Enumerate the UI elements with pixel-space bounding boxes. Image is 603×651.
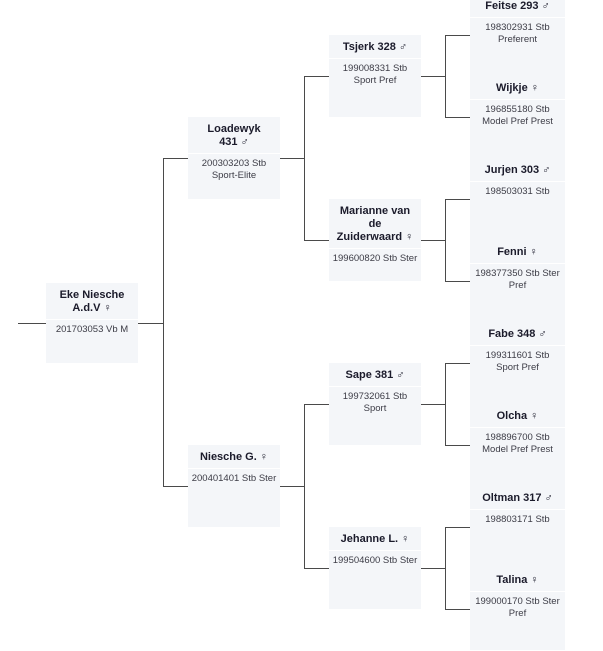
- node-registration: 199600820 Stb Ster: [332, 253, 418, 264]
- connector-line: [421, 568, 445, 569]
- node-name: Oltman 317 ♂: [482, 492, 553, 504]
- node-name: Wijkje ♀: [496, 82, 539, 94]
- node-registration: 196855180 Stb Model Pref Prest: [482, 104, 553, 127]
- connector-line: [445, 527, 446, 609]
- connector-line: [445, 363, 470, 364]
- node-registration: 198377350 Stb Ster Pref: [475, 268, 560, 291]
- connector-line: [163, 158, 188, 159]
- node-name: Marianne van de Zuiderwaard ♀: [336, 205, 414, 243]
- connector-line: [445, 281, 470, 282]
- node-name: Fenni ♀: [497, 246, 538, 258]
- connector-line: [304, 404, 329, 405]
- male-symbol-icon: ♂: [398, 41, 408, 53]
- female-symbol-icon: ♀: [530, 82, 539, 94]
- connector-line: [445, 527, 470, 528]
- node-name: Fabe 348 ♂: [488, 328, 547, 340]
- node-name: Tsjerk 328 ♂: [342, 41, 408, 53]
- connector-line: [163, 486, 188, 487]
- pedigree-node[interactable]: [470, 76, 565, 158]
- male-symbol-icon: ♂: [542, 164, 551, 176]
- pedigree-node[interactable]: [470, 240, 565, 322]
- connector-line: [445, 445, 470, 446]
- node-registration: 201703053 Vb M: [55, 324, 129, 335]
- node-registration: 198503031 Stb: [485, 186, 550, 197]
- node-name: Loadewyk 431 ♂: [207, 123, 261, 148]
- node-name: Jurjen 303 ♂: [484, 164, 551, 176]
- female-symbol-icon: ♀: [401, 533, 410, 545]
- connector-line: [163, 158, 164, 487]
- node-registration: 199732061 Stb Sport: [342, 391, 408, 414]
- connector-line: [445, 609, 470, 610]
- node-registration: 200401401 Stb Ster: [191, 473, 277, 484]
- pedigree-node[interactable]: [188, 445, 280, 527]
- male-symbol-icon: ♂: [538, 328, 547, 340]
- node-registration: 199311601 Stb Sport Pref: [485, 350, 550, 373]
- node-registration: 199008331 Stb Sport Pref: [342, 63, 408, 86]
- pedigree-node[interactable]: [46, 283, 138, 363]
- female-symbol-icon: ♀: [530, 410, 539, 422]
- connector-line: [445, 35, 446, 117]
- pedigree-node[interactable]: [329, 199, 421, 281]
- pedigree-node[interactable]: [329, 363, 421, 445]
- connector-line: [280, 158, 304, 159]
- connector-line: [445, 117, 470, 118]
- node-name: Eke Niesche A.d.V ♀: [59, 289, 125, 314]
- node-registration: 198302931 Stb Preferent: [485, 22, 550, 45]
- node-registration: 199000170 Stb Ster Pref: [475, 596, 560, 619]
- connector-line: [304, 568, 329, 569]
- connector-line: [421, 76, 445, 77]
- node-name: Niesche G. ♀: [199, 451, 269, 463]
- pedigree-node[interactable]: [470, 158, 565, 240]
- connector-line: [280, 486, 304, 487]
- connector-line: [421, 240, 445, 241]
- female-symbol-icon: ♀: [530, 574, 539, 586]
- male-symbol-icon: ♂: [240, 136, 249, 148]
- pedigree-node[interactable]: [329, 527, 421, 609]
- female-symbol-icon: ♀: [103, 302, 112, 314]
- pedigree-node[interactable]: [470, 322, 565, 404]
- connector-line: [18, 323, 46, 324]
- pedigree-node[interactable]: [470, 568, 565, 650]
- connector-line: [304, 240, 329, 241]
- node-name: Feitse 293 ♂: [485, 0, 550, 12]
- pedigree-node[interactable]: [470, 0, 565, 76]
- connector-line: [304, 76, 329, 77]
- connector-line: [445, 199, 446, 281]
- connector-line: [421, 404, 445, 405]
- male-symbol-icon: ♂: [396, 369, 405, 381]
- pedigree-node[interactable]: [470, 404, 565, 486]
- connector-line: [445, 199, 470, 200]
- pedigree-node[interactable]: [329, 35, 421, 117]
- node-name: Jehanne L. ♀: [340, 533, 410, 545]
- male-symbol-icon: ♂: [541, 0, 550, 12]
- node-registration: 198803171 Stb: [485, 514, 550, 525]
- connector-line: [445, 35, 470, 36]
- pedigree-node[interactable]: [470, 486, 565, 568]
- male-symbol-icon: ♂: [544, 492, 553, 504]
- node-registration: 199504600 Stb Ster: [332, 555, 418, 566]
- connector-line: [445, 363, 446, 445]
- pedigree-node[interactable]: [188, 117, 280, 199]
- connector-line: [304, 76, 305, 240]
- node-registration: 200303203 Stb Sport-Elite: [201, 158, 267, 181]
- connector-line: [138, 323, 163, 324]
- connector-line: [304, 404, 305, 568]
- female-symbol-icon: ♀: [529, 246, 538, 258]
- female-symbol-icon: ♀: [259, 451, 269, 463]
- node-name: Sape 381 ♂: [345, 369, 405, 381]
- node-registration: 198896700 Stb Model Pref Prest: [482, 432, 553, 455]
- node-name: Olcha ♀: [496, 410, 539, 422]
- node-name: Talina ♀: [496, 574, 539, 586]
- female-symbol-icon: ♀: [405, 231, 414, 243]
